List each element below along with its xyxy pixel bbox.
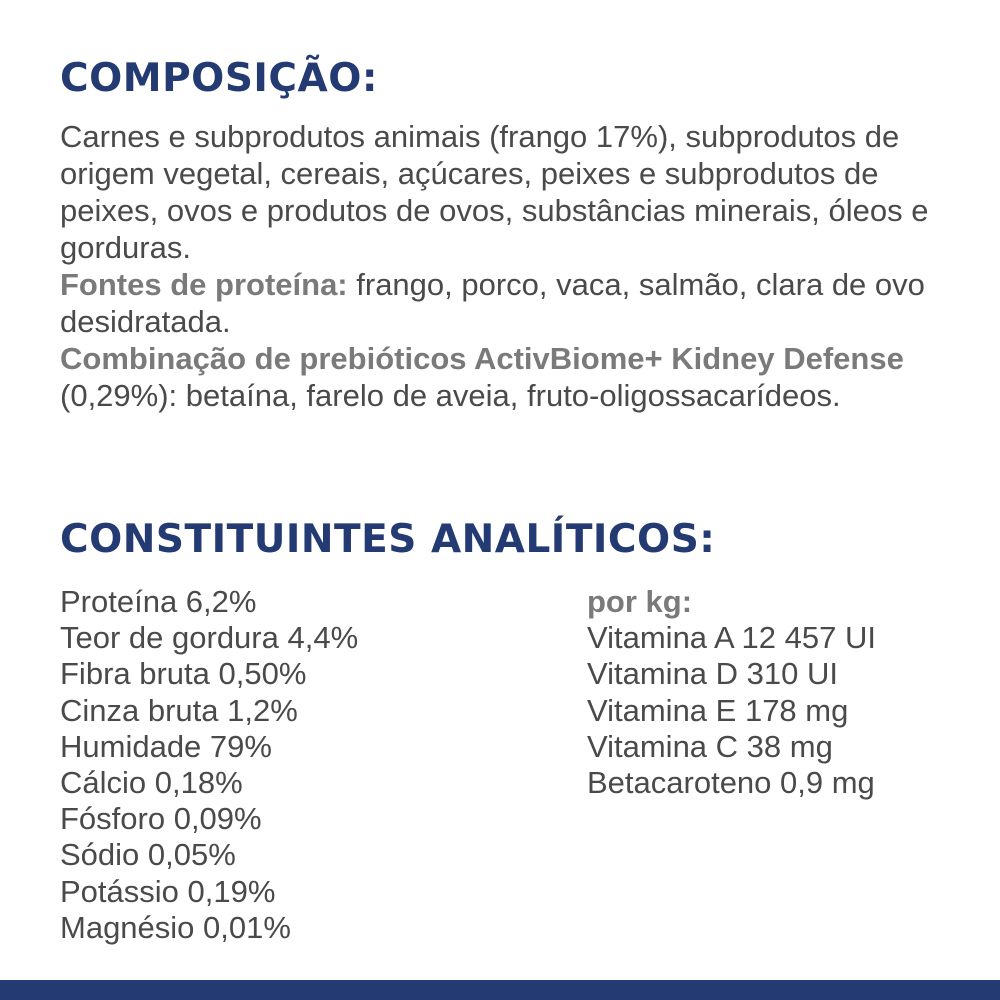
protein-sources-label: Fontes de proteína: (60, 267, 348, 302)
composition-intro: Carnes e subprodutos animais (frango 17%), subprodutos de origem vegetal, cereais, açúcares, peixes e subprodutos de peixes, ovos e produtos de ovos, substâncias minerais, óleos e gorduras. (60, 119, 929, 265)
analytical-item-calcium: Cálcio 0,18% (60, 765, 243, 801)
analytical-item-phosphorus: Fósforo 0,09% (60, 801, 262, 837)
analytical-item-magnesium: Magnésio 0,01% (60, 909, 291, 945)
analytical-right-list (587, 584, 876, 801)
analytical-item-sodium: Sódio 0,05% (60, 837, 236, 873)
per-kg-label: por kg: (587, 584, 693, 619)
betacarotene-item: Betacaroteno 0,9 mg (587, 765, 875, 801)
analytical-left-list (60, 584, 358, 946)
prebiotics-text: (0,29%): betaína, farelo de aveia, fruto-oligossacarídeos. (60, 378, 841, 413)
footer-bar (0, 980, 1000, 1000)
analytical-item-protein: Proteína 6,2% (60, 584, 257, 619)
vitamin-a-item: Vitamina A 12 457 UI (587, 620, 876, 656)
composition-text (60, 118, 960, 414)
protein-sources-text: frango, porco, vaca, salmão, clara de ovo desidratada. (60, 267, 925, 339)
composition-heading: COMPOSIÇÃO: (60, 56, 378, 101)
analytical-item-moisture: Humidade 79% (60, 728, 272, 764)
analytical-item-fiber: Fibra bruta 0,50% (60, 656, 307, 692)
analytical-item-fat: Teor de gordura 4,4% (60, 620, 359, 656)
prebiotics-label: Combinação de prebióticos ActivBiome+ Kidney Defense (60, 341, 904, 376)
vitamin-c-item: Vitamina C 38 mg (587, 728, 833, 764)
vitamin-d-item: Vitamina D 310 UI (587, 656, 838, 692)
vitamin-e-item: Vitamina E 178 mg (587, 692, 849, 728)
analytical-item-potassium: Potássio 0,19% (60, 873, 276, 909)
analytical-item-ash: Cinza bruta 1,2% (60, 692, 298, 728)
analytical-heading: CONSTITUINTES ANALÍTICOS: (60, 517, 716, 562)
